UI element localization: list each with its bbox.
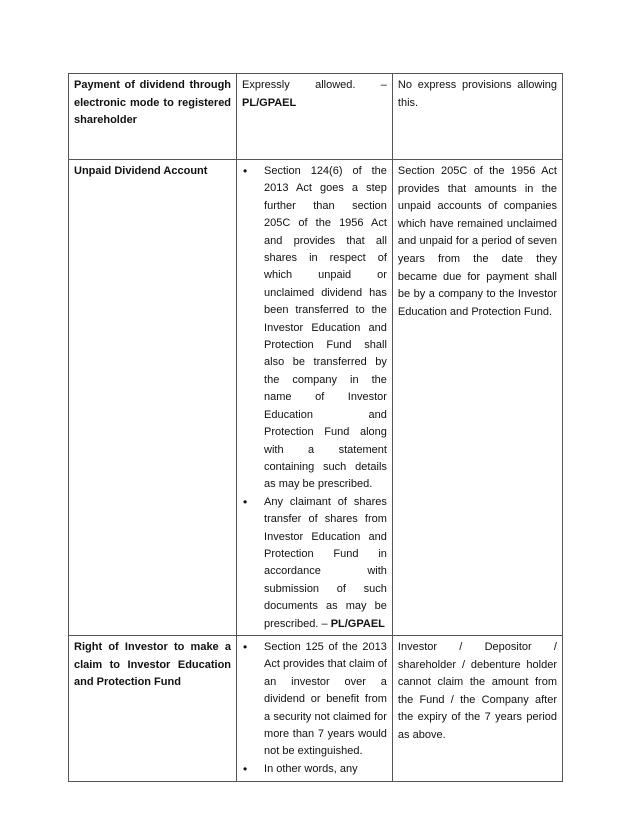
table-row [69, 74, 563, 160]
comparison-table [68, 73, 563, 782]
table-row [69, 635, 563, 781]
topic-cell [69, 160, 237, 636]
act-1956-text: Investor / Depositor / shareholder / debenture holder cannot claim the amount from the Fund / the Company after the expiry of the 7 years period as above. [397, 640, 557, 741]
topic-text: Unpaid Dividend Account [74, 165, 208, 177]
bullet-item [242, 163, 387, 494]
act-2013-cell [237, 635, 393, 781]
bullet-text: Any claimant of shares transfer of shares from Investor Education and Protection Fund in accordance with submission of such documents as may be prescribed. – [264, 495, 387, 630]
act-1956-cell [392, 160, 562, 636]
topic-cell [69, 635, 237, 781]
act-1956-text: Section 205C of the 1956 Act provides that amounts in the unpaid accounts of companies which have remained unclaimed and unpaid for a period of seven years from the date they became due for payment shall be by a company to the Investor Education and Protection Fund. [397, 165, 557, 318]
act-2013-cell [237, 160, 393, 636]
bullet-item [242, 761, 387, 778]
bullet-icon: • [243, 761, 248, 776]
table-row [69, 160, 563, 636]
source-tag: PL/GPAEL [242, 96, 297, 109]
topic-text: Right of Investor to make a claim to Investor Education and Protection Fund [74, 640, 232, 689]
bullet-text: Section 124(6) of the 2013 Act goes a step further than section 205C of the 1956 Act and provides that all shares in respect of which unpaid or unclaimed dividend has been transferred to the Investor Education and Protection Fund shall also be transferred by the company in the name of Investor Education and Protection Fund along with a statement containing such details as may be prescribed. [264, 165, 387, 491]
bullet-item [242, 639, 387, 761]
bullet-list [242, 163, 387, 633]
bullet-list [242, 639, 387, 778]
act-1956-cell [392, 635, 562, 781]
act-1956-cell [392, 74, 562, 160]
topic-cell [69, 74, 237, 160]
act-1956-text: No express provisions allowing this. [397, 79, 557, 109]
bullet-icon: • [243, 639, 248, 654]
act-2013-cell [237, 74, 393, 160]
act-2013-body: Expressly allowed. – [242, 79, 387, 91]
bullet-icon: • [243, 164, 248, 178]
bullet-text: Section 125 of the 2013 Act provides that claim of an investor over a dividend or benefit from a security not claimed for more than 7 years would not be extinguished. [264, 640, 387, 758]
topic-text: Payment of dividend through electronic mode to registered shareholder [74, 79, 232, 127]
bullet-text: In other words, any [264, 762, 358, 775]
bullet-icon: • [243, 494, 248, 509]
bullet-item [242, 494, 387, 633]
source-tag: PL/GPAEL [330, 617, 385, 630]
act-2013-text [242, 77, 387, 112]
